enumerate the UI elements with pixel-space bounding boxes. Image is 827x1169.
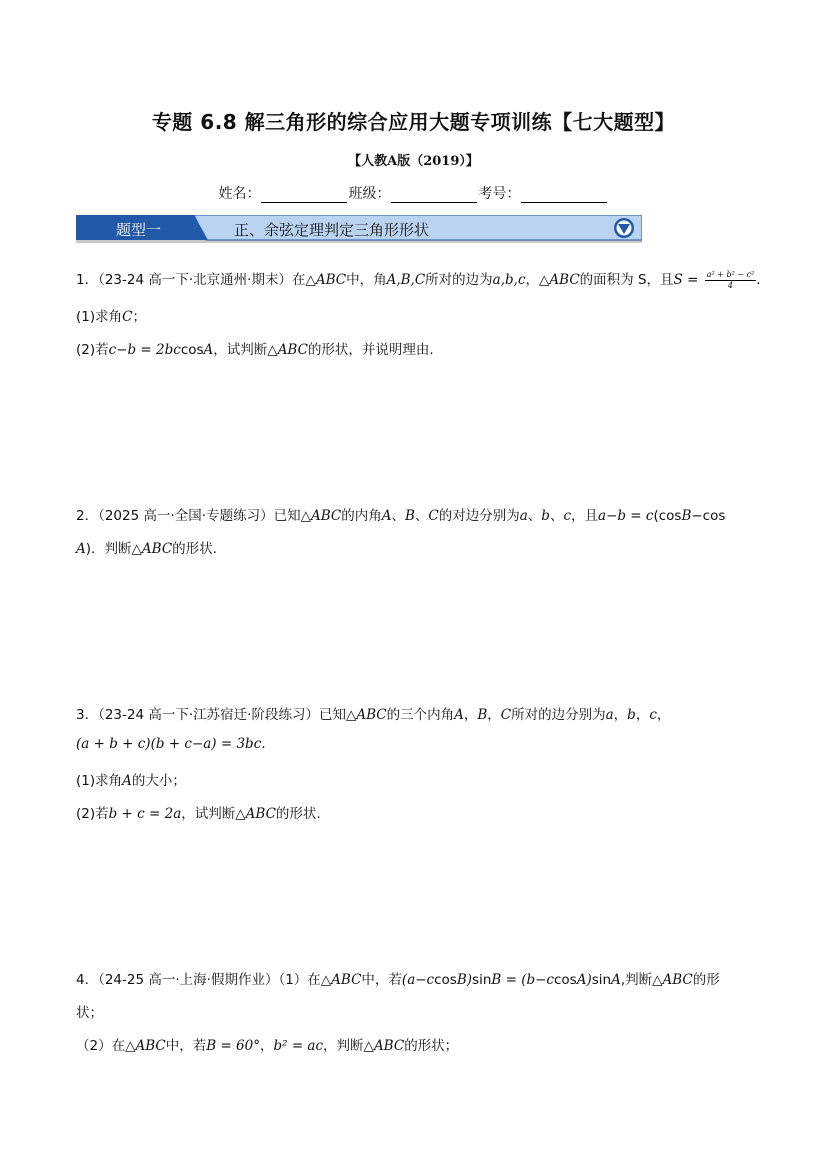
exam-label: 考号： [478,186,521,202]
question-3-line-2: (a + b + c)(b + c−a) = 3bc. [76,736,266,752]
question-3-line-1: 3．（23-24 高一下·江苏宿迁·阶段练习）已知△ABC的三个内角A，B，C所对的边分别为a，b，c， [76,707,671,723]
section-title: 正、余弦定理判定三角形形状 [234,221,430,239]
class-label: 班级： [348,186,391,202]
section-type-label: 题型一 [116,221,162,239]
area-fraction: $\frac{\text{a² + b² − c²}}{4}$ [706,269,755,290]
page-title: 专题 6.8 解三角形的综合应用大题专项训练【七大题型】 [151,110,676,134]
question-2-line-2: A)．判断△ABC的形状. [76,541,217,557]
question-1-part-1: (1)求角C； [76,309,146,325]
question-3-part-1: (1)求角A的大小； [76,773,186,789]
question-4-line-1: 4．（24-25 高一·上海·假期作业）（1）在△ABC中，若(a−ccosB)sinB = (b−ccosA)sinA,判断△ABC的形 [76,972,720,988]
question-2-line-1: 2．（2025 高一·全国·专题练习）已知△ABC的内角A、B、C的对边分别为a、b、c，且a−b = c(cosB−cos [76,508,726,524]
question-4-part-2: （2）在△ABC中，若B = 60°，b² = ac，判断△ABC的形状； [76,1038,459,1054]
section-banner [76,215,642,243]
name-label: 姓名： [218,186,261,202]
edition-label: 【人教A版（2019）】 [348,154,479,169]
name-blank [261,188,347,203]
question-3-part-2: (2)若b + c = 2a，试判断△ABC的形状. [76,806,321,822]
student-info-row [0,183,827,203]
question-1-line-1: 1．（23-24 高一下·北京通州·期末）在△ABC中，角A,B,C所对的边为a,b,c，△ABC的面积为 S，且S = $\frac{\text{a² + b² − c²}}{4}$ . [76,269,761,290]
exam-blank [521,188,607,203]
question-4-line-2: 状； [76,1005,103,1021]
question-1-part-2: (2)若c−b = 2bccosA，试判断△ABC的形状，并说明理由. [76,342,434,358]
class-blank [391,188,477,203]
